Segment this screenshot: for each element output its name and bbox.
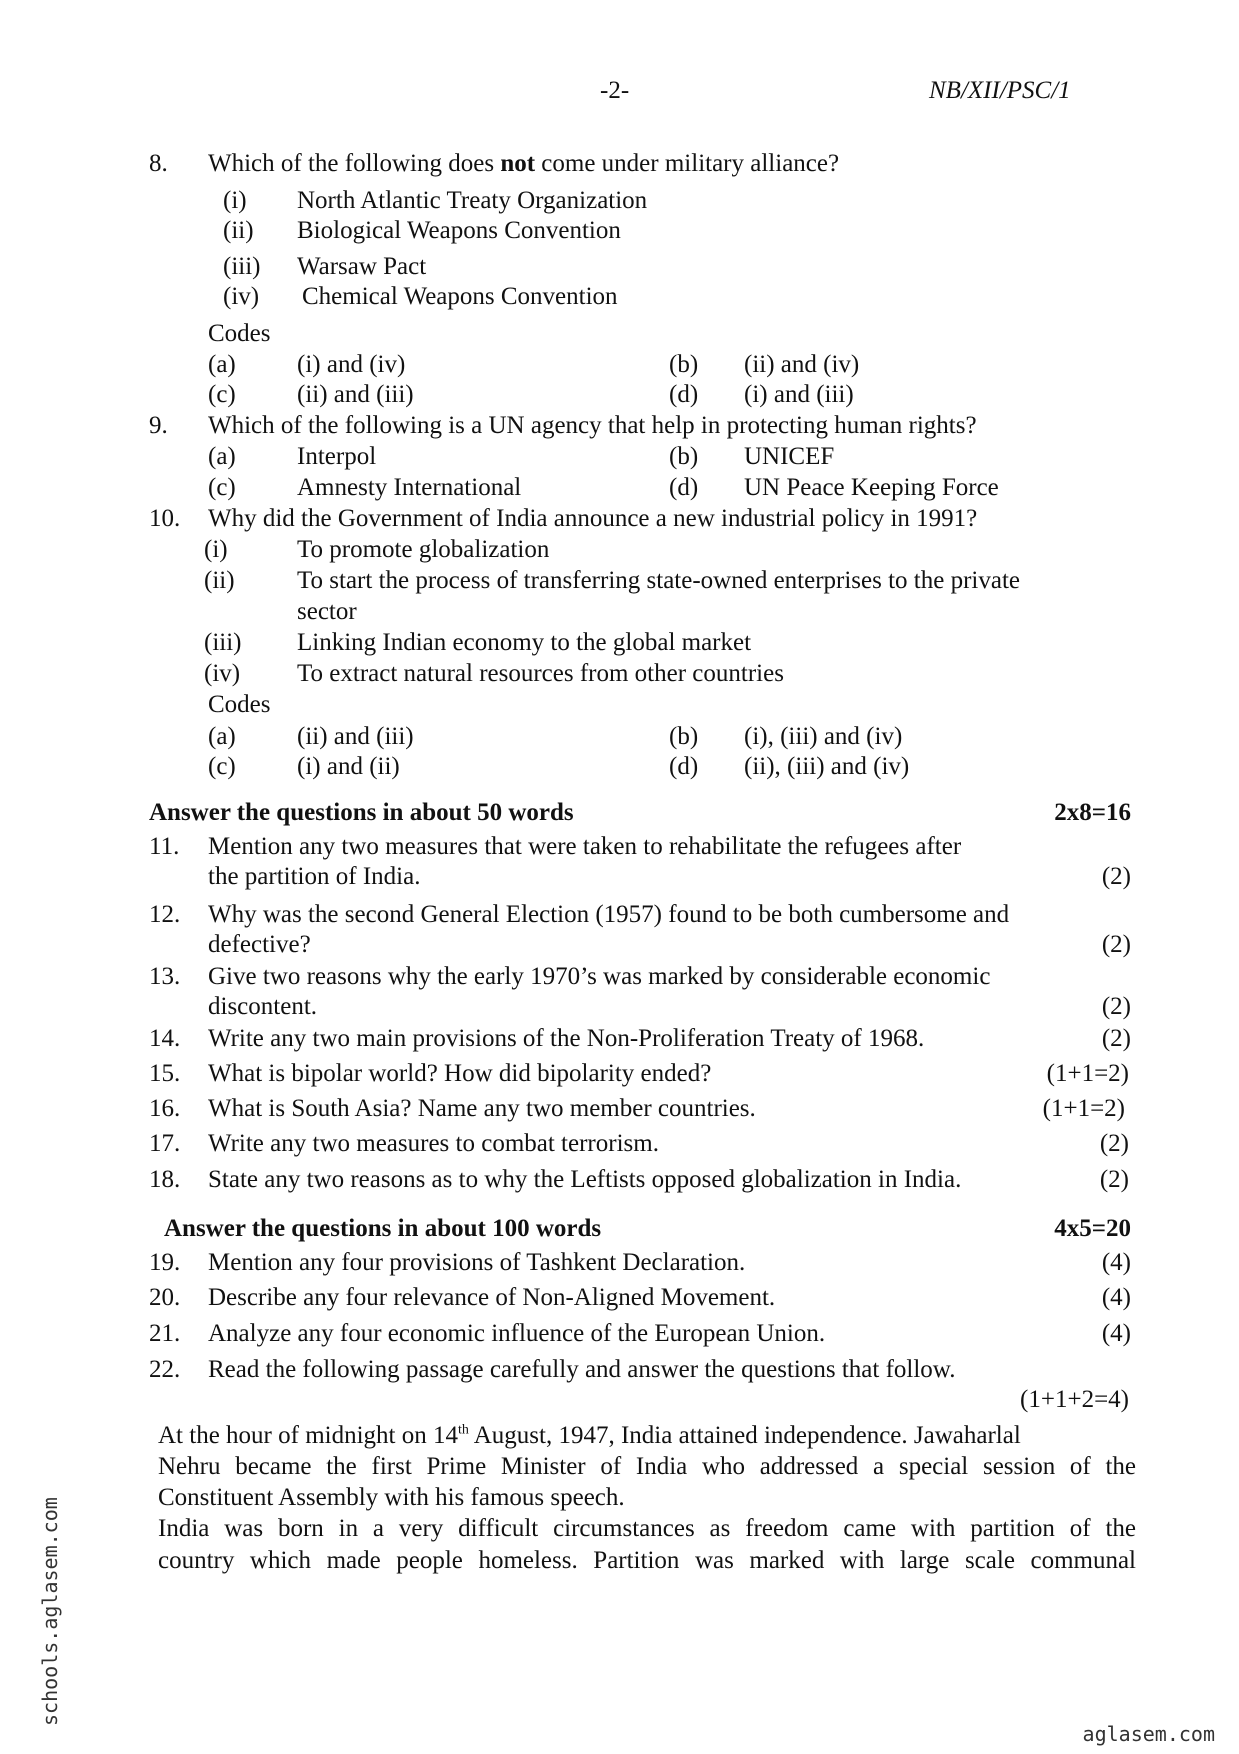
question-text: Analyze any four economic influence of the European Union.: [208, 1320, 826, 1347]
q8-item-text: Chemical Weapons Convention: [302, 283, 618, 310]
q8-text: Which of the following does not come under military alliance?: [208, 150, 840, 177]
question-marks: (2): [1101, 1025, 1131, 1052]
question-number: 13.: [149, 963, 181, 990]
q8-item-label: (iii): [223, 253, 261, 280]
q10-item-label: (i): [204, 536, 228, 563]
question-number: 15.: [149, 1060, 181, 1087]
question-marks: (4): [1101, 1249, 1131, 1276]
q9-option-label: (b): [669, 443, 699, 470]
question-number: 18.: [149, 1166, 181, 1193]
passage-line: country which made people homeless. Partition was marked with large scale communal: [158, 1547, 1136, 1574]
question-marks: (1+1=2): [1046, 1060, 1129, 1087]
q9-option-label: (c): [208, 474, 236, 501]
q10-option-label: (c): [208, 753, 236, 780]
side-watermark: schools.aglasem.com: [38, 1497, 62, 1726]
question-text: Write any two main provisions of the Non-Proliferation Treaty of 1968.: [208, 1025, 925, 1052]
q10-option-text: (ii) and (iii): [297, 723, 414, 750]
passage-line: Constituent Assembly with his famous speech.: [158, 1484, 625, 1511]
q9-number: 9.: [149, 412, 168, 439]
passage-line: At the hour of midnight on 14th August, 1947, India attained independence. Jawaharlal: [158, 1422, 1021, 1449]
question-text: Describe any four relevance of Non-Aligned Movement.: [208, 1284, 776, 1311]
question-text-cont: defective?: [208, 931, 311, 958]
paper-code: NB/XII/PSC/1: [929, 77, 1071, 104]
q10-item-text: To start the process of transferring state-owned enterprises to the private: [297, 567, 1020, 594]
q8-item-text: North Atlantic Treaty Organization: [297, 187, 648, 214]
q8-item-text: Warsaw Pact: [297, 253, 427, 280]
question-text: State any two reasons as to why the Leftists opposed globalization in India.: [208, 1166, 962, 1193]
question-marks: (2): [1099, 1130, 1129, 1157]
question-text: What is bipolar world? How did bipolarity ended?: [208, 1060, 712, 1087]
question-number: 12.: [149, 901, 181, 928]
q10-codes-label: Codes: [208, 691, 271, 718]
q8-option-label: (b): [669, 351, 699, 378]
section-100-marks: 4x5=20: [1054, 1215, 1131, 1242]
q8-item-label: (iv): [223, 283, 260, 310]
q10-option-label: (d): [669, 753, 699, 780]
question-text: Read the following passage carefully and answer the questions that follow.: [208, 1356, 956, 1383]
q9-option-label: (a): [208, 443, 236, 470]
question-text: Give two reasons why the early 1970’s was marked by considerable economic: [208, 963, 991, 990]
q8-item-text: Biological Weapons Convention: [297, 217, 621, 244]
q10-item-label: (ii): [204, 567, 235, 594]
question-marks: (1+1=2): [1042, 1095, 1125, 1122]
q10-item-text-cont: sector: [297, 598, 357, 625]
q8-codes-label: Codes: [208, 320, 271, 347]
q10-option-label: (a): [208, 723, 236, 750]
q8-option-text: (i) and (iv): [297, 351, 406, 378]
q9-option-label: (d): [669, 474, 699, 501]
q10-option-text: (i), (iii) and (iv): [744, 723, 903, 750]
q10-item-text: To promote globalization: [297, 536, 550, 563]
question-number: 21.: [149, 1320, 181, 1347]
question-number: 16.: [149, 1095, 181, 1122]
question-number: 20.: [149, 1284, 181, 1311]
q10-text: Why did the Government of India announce a new industrial policy in 1991?: [208, 505, 978, 532]
q10-item-label: (iv): [204, 660, 241, 687]
q8-option-label: (d): [669, 381, 699, 408]
section-50-marks: 2x8=16: [1054, 799, 1131, 826]
question-number: 19.: [149, 1249, 181, 1276]
question-text-cont: discontent.: [208, 993, 318, 1020]
question-text: Mention any four provisions of Tashkent Declaration.: [208, 1249, 746, 1276]
q10-option-label: (b): [669, 723, 699, 750]
q10-item-text: Linking Indian economy to the global market: [297, 629, 752, 656]
question-number: 11.: [149, 833, 180, 860]
question-marks: (2): [1101, 863, 1131, 890]
q8-option-text: (ii) and (iii): [297, 381, 414, 408]
q8-option-label: (c): [208, 381, 236, 408]
question-text: Why was the second General Election (1957) found to be both cumbersome and: [208, 901, 1010, 928]
q8-option-label: (a): [208, 351, 236, 378]
q9-option-text: Amnesty International: [297, 474, 522, 501]
question-text: Write any two measures to combat terrorism.: [208, 1130, 659, 1157]
q10-number: 10.: [149, 505, 181, 532]
question-text: What is South Asia? Name any two member countries.: [208, 1095, 756, 1122]
q10-option-text: (i) and (ii): [297, 753, 400, 780]
question-text-cont: the partition of India.: [208, 863, 421, 890]
q9-option-text: Interpol: [297, 443, 377, 470]
question-marks: (1+1+2=4): [1020, 1386, 1129, 1413]
question-number: 22.: [149, 1356, 181, 1383]
question-marks: (2): [1101, 993, 1131, 1020]
page-number: -2-: [600, 77, 630, 104]
passage-line: Nehru became the first Prime Minister of India who addressed a special session of the: [158, 1453, 1136, 1480]
question-marks: (4): [1101, 1284, 1131, 1311]
passage-line: India was born in a very difficult circumstances as freedom came with partition of the: [158, 1515, 1136, 1542]
q9-text: Which of the following is a UN agency that help in protecting human rights?: [208, 412, 977, 439]
question-marks: (4): [1101, 1320, 1131, 1347]
q8-item-label: (i): [223, 187, 247, 214]
question-text: Mention any two measures that were taken to rehabilitate the refugees after: [208, 833, 962, 860]
q9-option-text: UN Peace Keeping Force: [744, 474, 999, 501]
question-number: 14.: [149, 1025, 181, 1052]
q10-item-text: To extract natural resources from other countries: [297, 660, 784, 687]
q10-option-text: (ii), (iii) and (iv): [744, 753, 910, 780]
section-100-title: Answer the questions in about 100 words: [164, 1215, 602, 1242]
q8-number: 8.: [149, 150, 168, 177]
q10-item-label: (iii): [204, 629, 242, 656]
q9-option-text: UNICEF: [744, 443, 835, 470]
footer-watermark: aglasem.com: [1082, 1722, 1215, 1746]
q8-option-text: (i) and (iii): [744, 381, 854, 408]
question-marks: (2): [1101, 931, 1131, 958]
question-number: 17.: [149, 1130, 181, 1157]
q8-item-label: (ii): [223, 217, 254, 244]
section-50-title: Answer the questions in about 50 words: [149, 799, 574, 826]
q8-option-text: (ii) and (iv): [744, 351, 860, 378]
question-marks: (2): [1099, 1166, 1129, 1193]
